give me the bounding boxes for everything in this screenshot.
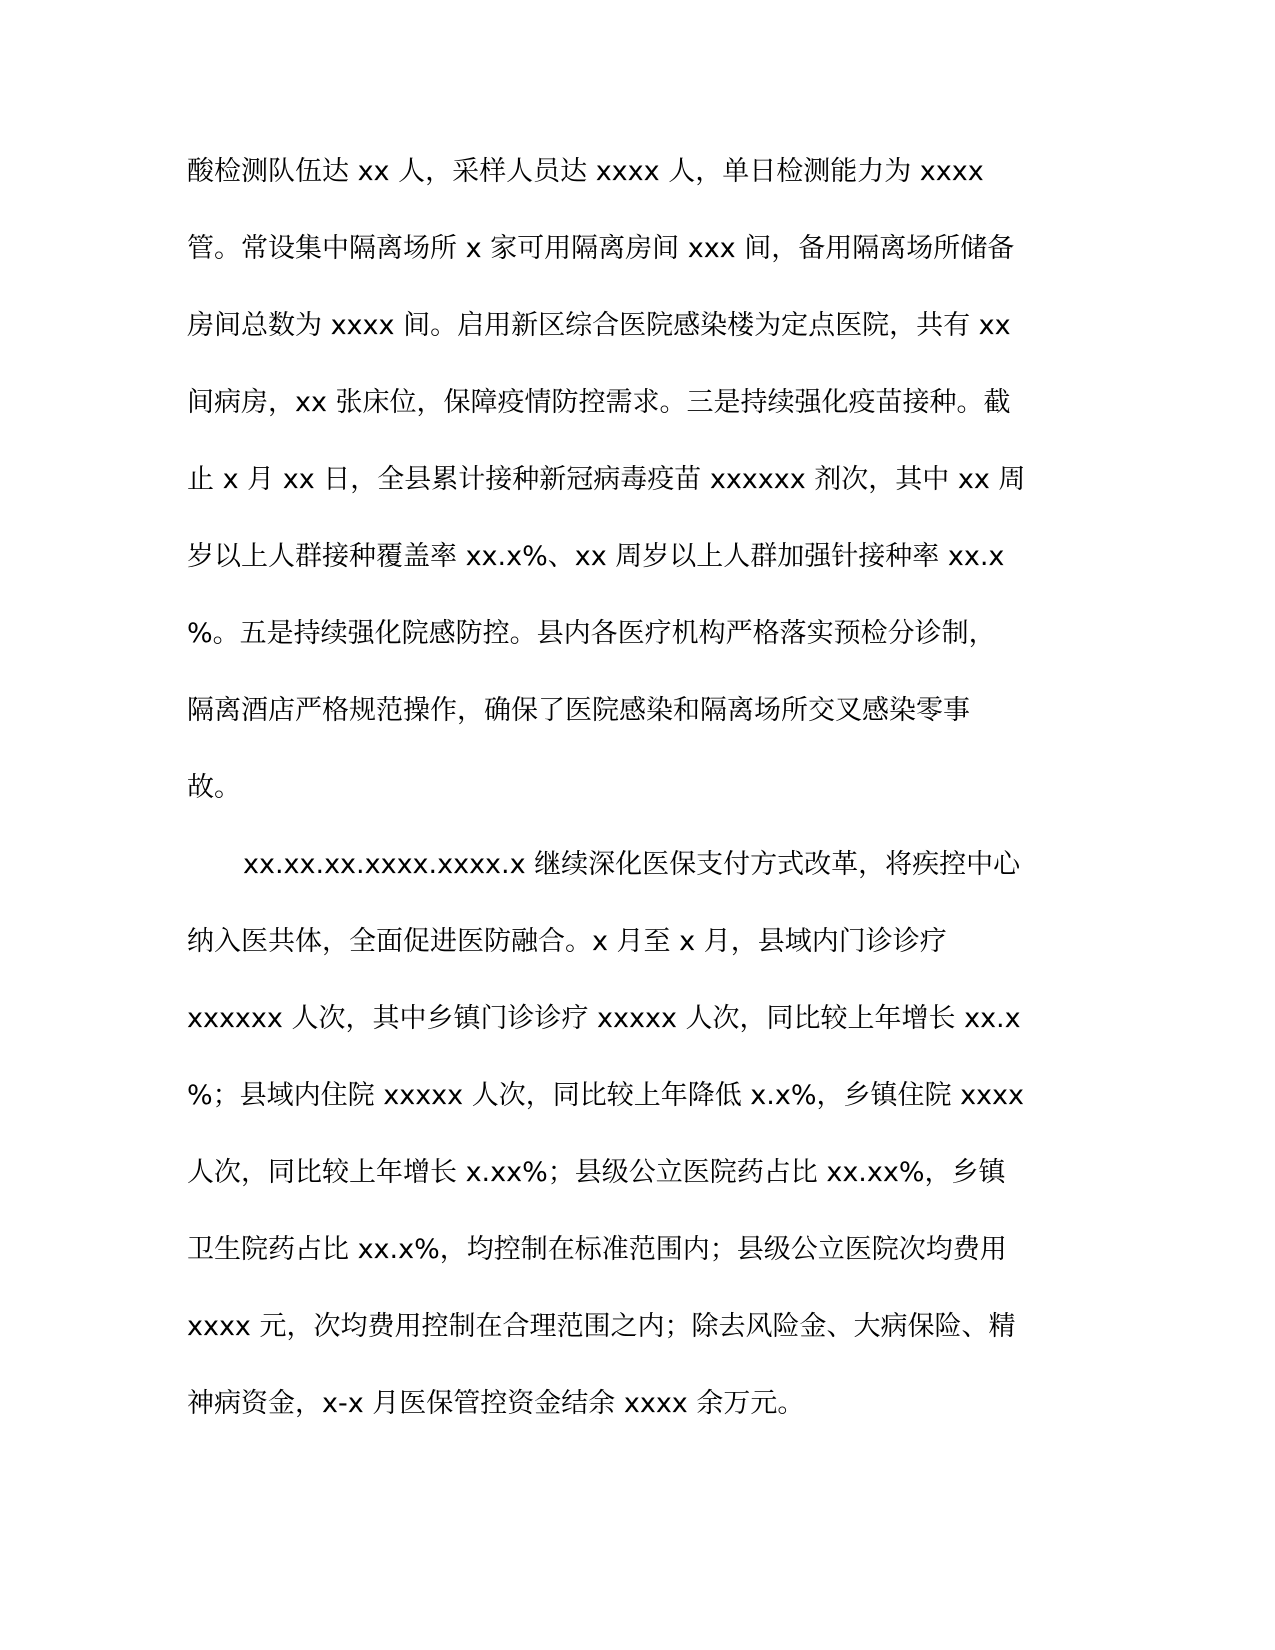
text-line: 故。 bbox=[187, 772, 241, 803]
text-line: xxxxxx 人次，其中乡镇门诊诊疗 xxxxx 人次，同比较上年增长 xx.x bbox=[187, 1003, 1021, 1034]
text-line: 卫生院药占比 xx.x%，均控制在标准范围内；县级公立医院次均费用 bbox=[187, 1234, 1007, 1265]
text-line: 岁以上人群接种覆盖率 xx.x%、xx 周岁以上人群加强针接种率 xx.x bbox=[187, 541, 1005, 572]
text-line: 房间总数为 xxxx 间。启用新区综合医院感染楼为定点医院，共有 xx bbox=[187, 310, 1011, 341]
text-line: 纳入医共体，全面促进医防融合。x 月至 x 月，县域内门诊诊疗 bbox=[187, 926, 947, 957]
text-line: xxxx 元，次均费用控制在合理范围之内；除去风险金、大病保险、精 bbox=[187, 1311, 1016, 1342]
text-line: 止 x 月 xx 日，全县累计接种新冠病毒疫苗 xxxxxx 剂次，其中 xx 周 bbox=[187, 464, 1026, 495]
text-line: 间病房，xx 张床位，保障疫情防控需求。三是持续强化疫苗接种。截 bbox=[187, 387, 1011, 418]
document-body bbox=[187, 133, 1087, 1442]
text-line: xx.xx.xx.xxxx.xxxx.x 继续深化医保支付方式改革，将疾控中心 bbox=[243, 849, 1021, 880]
text-line: %。五是持续强化院感防控。县内各医疗机构严格落实预检分诊制， bbox=[187, 618, 996, 649]
text-line: %；县域内住院 xxxxx 人次，同比较上年降低 x.x%，乡镇住院 xxxx bbox=[187, 1080, 1024, 1111]
paragraph bbox=[187, 133, 1087, 826]
text-line: 隔离酒店严格规范操作，确保了医院感染和隔离场所交叉感染零事 bbox=[187, 695, 970, 726]
text-line: 酸检测队伍达 xx 人，采样人员达 xxxx 人，单日检测能力为 xxxx bbox=[187, 156, 984, 187]
text-line: 神病资金，x-x 月医保管控资金结余 xxxx 余万元。 bbox=[187, 1388, 805, 1419]
paragraph bbox=[187, 826, 1087, 1442]
text-line: 管。常设集中隔离场所 x 家可用隔离房间 xxx 间，备用隔离场所储备 bbox=[187, 233, 1015, 264]
text-line: 人次，同比较上年增长 x.xx%；县级公立医院药占比 xx.xx%，乡镇 bbox=[187, 1157, 1006, 1188]
